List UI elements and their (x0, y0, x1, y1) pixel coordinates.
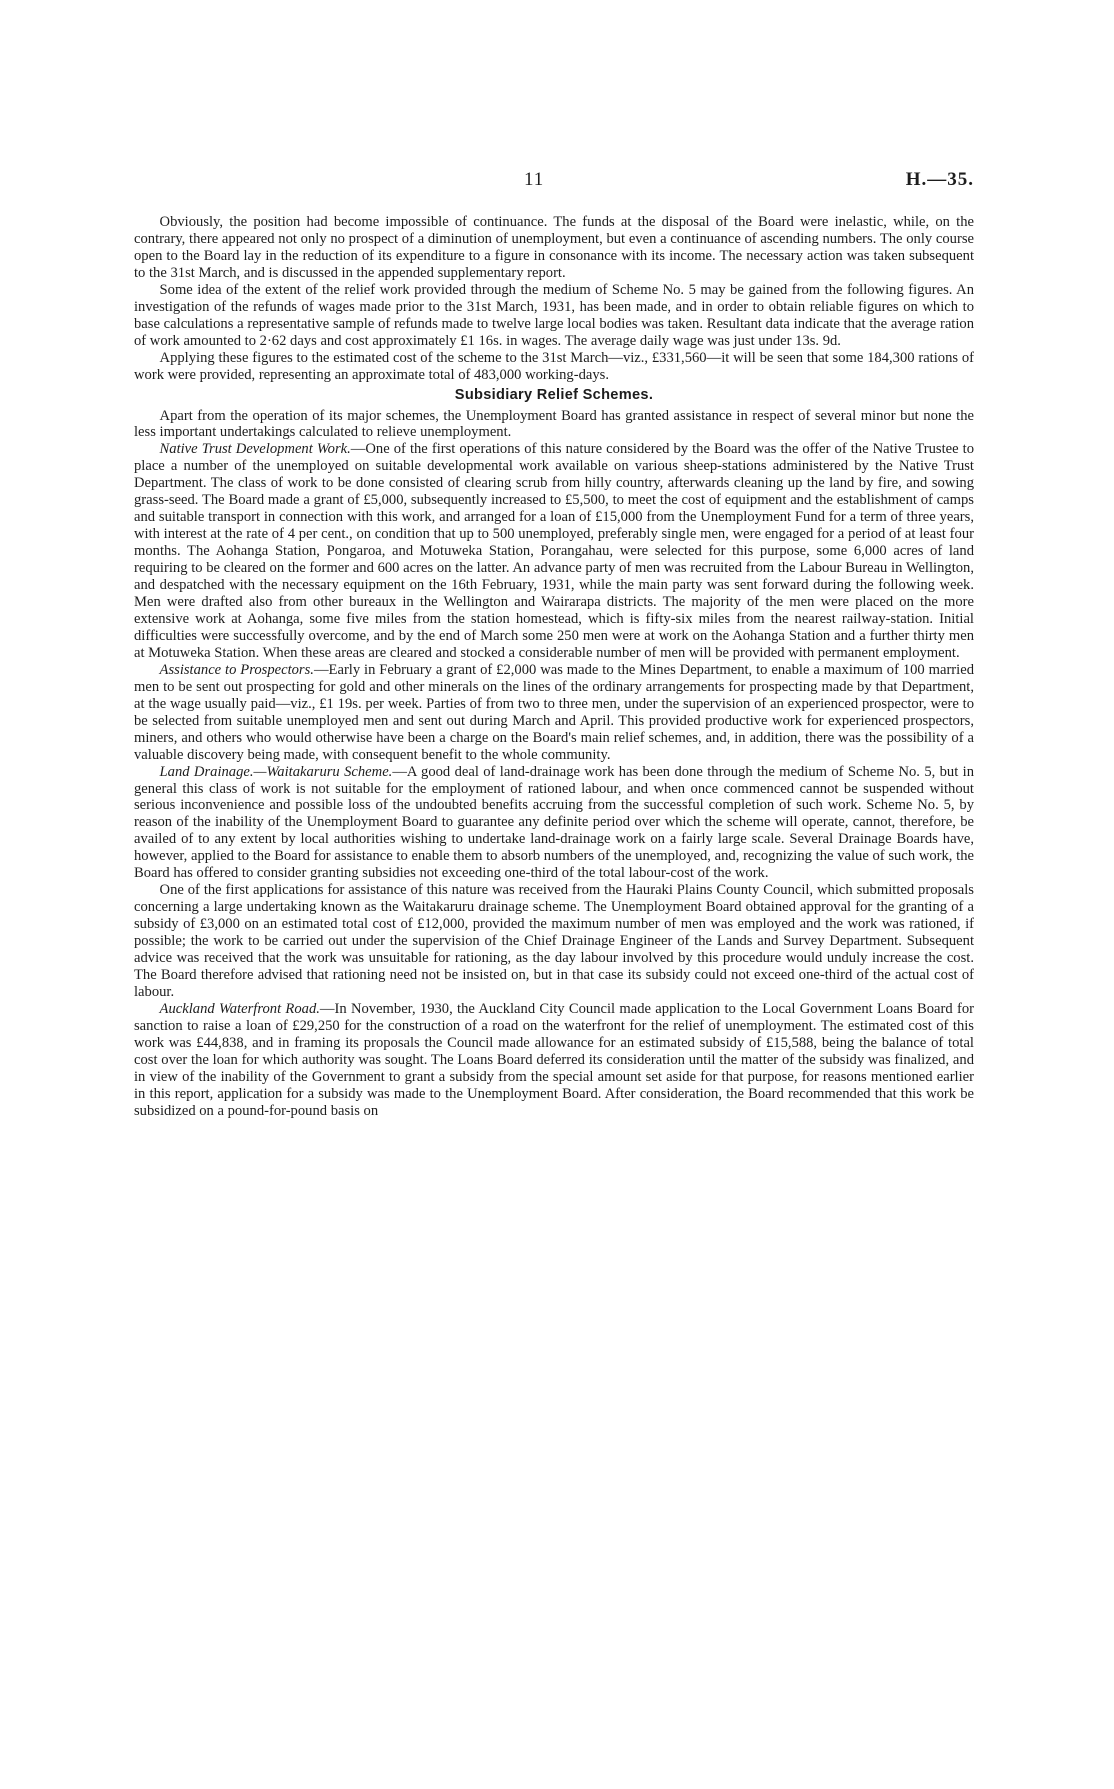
prospectors-text: —Early in February a grant of £2,000 was made to the Mines Department, to enable a maximum of 100 married men to be sent out prospecting for gold and other minerals on the lines of the ordinary arrangements for prospecting made by that Department, at the wage usually paid—viz., £1 19s. per week. Parties of from two to three men, under the supervision of an experienced prospector, were to be selected from suitable unemployed men and sent out during March and April. This provided productive work for experienced prospectors, miners, and others who would otherwise have been a charge on the Board's main relief schemes, and, in addition, there was the possibility of a valuable discovery being made, with consequent benefit to the whole community. (134, 661, 974, 763)
paragraph-native-trust (134, 441, 974, 661)
paragraph-applying-figures: Applying these figures to the estimated cost of the scheme to the 31st March—viz., £331,560—it will be seen that some 184,300 rations of work were provided, representing an approximate total of 483,000 working-days. (134, 349, 974, 383)
page-number: 11 (524, 169, 545, 190)
drainage-text: —A good deal of land-drainage work has been done through the medium of Scheme No. 5, but in general this class of work is not suitable for the employment of rationed labour, and when once commenced cannot be suspended without serious inconvenience and possible loss of the undoubted benefits accruing from the successful completion of such work. Scheme No. 5, by reason of the inability of the Unemployment Board to guarantee any definite period over which the scheme will operate, cannot, therefore, be availed of to any extent by local authorities wishing to undertake land-drainage work on a fairly large scale. Several Drainage Boards have, however, applied to the Board for assistance to enable them to absorb numbers of the unemployed, and, recognizing the value of such work, the Board has offered to consider granting subsidies not exceeding one-third of the total labour-cost of the work. (134, 763, 975, 882)
paragraph-waterfront (134, 1001, 974, 1120)
paragraph-position-impossible: Obviously, the position had become impossible of continuance. The funds at the disposal of the Board were inelastic, while, on the contrary, there appeared not only no prospect of a diminution of unemployment, but even a continuance of ascending numbers. The only course open to the Board lay in the reduction of its expenditure to a figure in consonance with its income. The necessary action was taken subsequent to the 31st March, and is discussed in the appended supplementary report. (134, 214, 974, 281)
paragraph-prospectors (134, 662, 974, 764)
paragraph-extent-of-relief: Some idea of the extent of the relief work provided through the medium of Scheme No. 5 may be gained from the following figures. An investigation of the refunds of wages made prior to the 31st March, 1931, has been made, and in order to obtain reliable figures on which to base calculations a representative sample of refunds made to twelve large local bodies was taken. Resultant data indicate that the average ration of work amounted to 2·62 days and cost approximately £1 16s. in wages. The average daily wage was just under 13s. 9d. (134, 281, 974, 349)
page-header (134, 169, 974, 195)
body-text (134, 214, 974, 1120)
section-heading: Subsidiary Relief Schemes. (454, 386, 654, 403)
waterfront-text: —In November, 1930, the Auckland City Council made application to the Local Government Loans Board for sanction to raise a loan of £29,250 for the construction of a road on the waterfront for the relief of unemployment. The estimated cost of this work was £44,838, and in framing its proposals the Council made allowance for an estimated subsidy of £15,588, being the balance of total cost over the loan for which authority was sought. The Loans Board deferred its consideration until the matter of the subsidy was finalized, and in view of the inability of the Government to grant a subsidy from the special amount set aside for that purpose, for reasons mentioned earlier in this report, application for a subsidy was made to the Unemployment Board. After consideration, the Board recommended that this work be subsidized on a pound-for-pound basis on (134, 1000, 974, 1119)
drainage-heading: Land Drainage.—Waitakaruru Scheme. (159, 763, 393, 780)
paragraph-intro-subsidiary: Apart from the operation of its major schemes, the Unemployment Board has granted assistance in respect of several minor but none the less important undertakings calculated to relieve unemployment. (134, 407, 974, 441)
report-code: H.—35. (905, 169, 974, 190)
waterfront-heading: Auckland Waterfront Road. (159, 1000, 320, 1017)
prospectors-heading: Assistance to Prospectors. (159, 661, 314, 678)
paragraph-hauraki: One of the first applications for assistance of this nature was received from the Hauraki Plains County Council, which submitted proposals concerning a large undertaking known as the Waitakaruru drainage scheme. The Unemployment Board obtained approval for the granting of a subsidy of £3,000 on an estimated total cost of £12,000, provided the maximum number of men was employed and the work was rationed, if possible; the work to be carried out under the supervision of the Chief Drainage Engineer of the Lands and Survey Department. Subsequent advice was received that the work was unsuitable for rationing, as the day labour involved by this procedure would unduly increase the cost. The Board therefore advised that rationing need not be insisted on, but in that case its subsidy could not exceed one-third of the actual cost of labour. (134, 882, 974, 1000)
native-trust-heading: Native Trust Development Work. (159, 441, 351, 458)
native-trust-text: —One of the first operations of this nature considered by the Board was the offer of the Native Trustee to place a number of the unemployed on suitable developmental work available on various sheep-stations administered by the Native Trust Department. The class of work to be done consisted of clearing scrub from hilly country, afterwards cleaning up the land by fire, and sowing grass-seed. The Board made a grant of £5,000, subsequently increased to £5,500, to meet the cost of equipment and the establishment of camps and suitable transport in connection with this work, and arranged for a loan of £15,000 from the Unemployment Fund for a term of three years, with interest at the rate of 4 per cent., on condition that up to 500 unemployed, preferably single men, were engaged for a period of at least four months. The Aohanga Station, Pongaroa, and Motuweka Station, Porangahau, were selected for this purpose, some 6,000 acres of land requiring to be cleared on the former and 600 acres on the latter. An advance party of men was recruited from the Labour Bureau in Wellington, and despatched with the necessary equipment on the 16th February, 1931, while the main party was sent forward during the following week. Men were drafted also from other bureaux in the Wellington and Wairarapa districts. The majority of the men were placed on the more extensive work at Aohanga, some five miles from the station homestead, which is fifty-six miles from the nearest railway-station. Initial difficulties were successfully overcome, and by the end of March some 250 men were at work on the Aohanga Station and a further thirty men at Motuweka Station. When these areas are cleared and stocked a considerable number of men will be provided with permanent employment. (134, 441, 974, 661)
paragraph-land-drainage (134, 764, 974, 883)
